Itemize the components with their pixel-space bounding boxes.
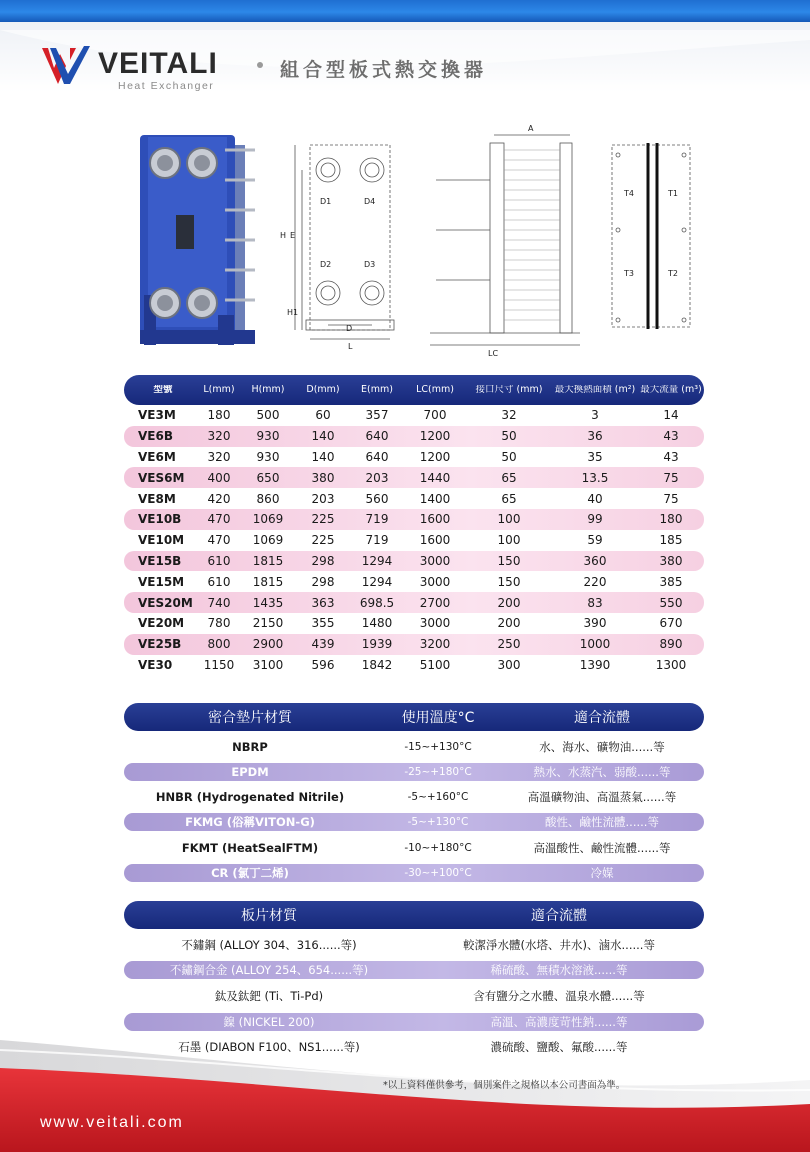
table-cell: 185: [659, 533, 683, 548]
table-cell: 698.5: [359, 595, 395, 610]
table-cell: 1480: [361, 616, 393, 631]
table-cell: 930: [256, 449, 280, 464]
table-cell: 濃硫酸、鹽酸、氟酸......等: [490, 1040, 628, 1055]
table-row: [124, 1013, 704, 1031]
table-cell: 冷媒: [590, 865, 614, 880]
table-cell: 50: [501, 449, 517, 464]
table-cell: 43: [663, 429, 679, 444]
table-cell: 640: [365, 449, 389, 464]
table-cell: 1200: [419, 449, 451, 464]
table-cell: 150: [497, 553, 521, 568]
table-cell: 3000: [419, 616, 451, 631]
table-cell: 1294: [361, 574, 393, 589]
table-cell: 1300: [655, 657, 687, 672]
dim-label: H: [280, 231, 287, 240]
model-cell: VE8M: [138, 491, 176, 506]
table-cell: 32: [501, 408, 517, 423]
table-cell: 610: [207, 553, 231, 568]
table-cell: 43: [663, 449, 679, 464]
table-cell: EPDM: [231, 764, 269, 779]
table-cell: 75: [663, 470, 679, 485]
table-cell: 65: [501, 470, 517, 485]
table-cell: 3: [591, 408, 599, 423]
table-cell: 298: [311, 553, 335, 568]
table-cell: 83: [587, 595, 603, 610]
table-cell: -5~+160°C: [407, 791, 469, 804]
table-row: [124, 571, 704, 592]
table-cell: 470: [207, 533, 231, 548]
table-cell: 2700: [419, 595, 451, 610]
table-cell: 1939: [361, 637, 393, 652]
table-cell: 420: [207, 491, 231, 506]
table-cell: 石墨 (DIABON F100、NS1......等): [178, 1040, 360, 1055]
table-row: [124, 864, 704, 882]
front-view-drawing: [295, 145, 394, 339]
table-cell: 380: [311, 470, 335, 485]
front-view-labels: [280, 197, 375, 351]
table-cell: 298: [311, 574, 335, 589]
table-cell: 1600: [419, 512, 451, 527]
bullet-dot: [257, 62, 263, 68]
port-label: T4: [624, 189, 634, 198]
table-cell: 3100: [252, 657, 284, 672]
table-cell: 1842: [361, 657, 393, 672]
table-row: [124, 405, 704, 426]
model-cell: VE3M: [138, 408, 176, 423]
table-cell: 355: [311, 616, 335, 631]
model-cell: VE6M: [138, 449, 176, 464]
port-label: T3: [624, 269, 634, 278]
table-cell: 300: [497, 657, 521, 672]
col-header: E(mm): [361, 385, 393, 395]
table-cell: 14: [663, 408, 679, 423]
table-cell: 75: [663, 491, 679, 506]
table-cell: 360: [583, 553, 607, 568]
table-cell: 1600: [419, 533, 451, 548]
table-row: [124, 447, 704, 468]
table-cell: 200: [497, 595, 521, 610]
col-header: 最大換熱面積 (m²): [554, 385, 636, 395]
table-cell: 水、海水、礦物油......等: [539, 739, 665, 754]
table-cell: -30~+100°C: [404, 866, 472, 879]
model-cell: VES6M: [138, 470, 185, 485]
table-cell: 較潔淨水體(水塔、井水)、滷水......等: [463, 937, 655, 952]
model-cell: VE15B: [138, 553, 182, 568]
table-cell: 719: [365, 512, 389, 527]
table-row: [124, 932, 704, 958]
port-label: D1: [320, 197, 332, 206]
plate-table-header: [124, 901, 704, 929]
spec-table: [124, 375, 704, 675]
table-cell: 99: [587, 512, 603, 527]
product-drawings: [130, 125, 710, 365]
table-row: [124, 961, 704, 979]
model-cell: VES20M: [138, 595, 193, 610]
table-cell: 150: [497, 574, 521, 589]
table-cell: NBRP: [232, 739, 268, 754]
table-cell: FKMG (俗稱VITON-G): [185, 815, 315, 830]
table-cell: 1400: [419, 491, 451, 506]
table-cell: -25~+180°C: [404, 765, 472, 778]
table-row: [124, 655, 704, 676]
table-cell: 780: [207, 616, 231, 631]
port-label: D2: [320, 260, 332, 269]
table-cell: 鈦及鈦鈀 (Ti、Ti-Pd): [214, 988, 324, 1003]
table-cell: 380: [659, 553, 683, 568]
port-label: D3: [364, 260, 376, 269]
table-row: [124, 613, 704, 634]
col-header: 板片材質: [241, 908, 297, 924]
col-header: H(mm): [251, 385, 285, 395]
table-row: [124, 488, 704, 509]
table-cell: 357: [365, 408, 389, 423]
table-cell: 3200: [419, 637, 451, 652]
table-cell: 140: [311, 449, 335, 464]
table-cell: 470: [207, 512, 231, 527]
table-cell: 1815: [252, 574, 284, 589]
table-cell: 550: [659, 595, 683, 610]
table-cell: 1294: [361, 553, 393, 568]
table-cell: 1440: [419, 470, 451, 485]
table-cell: 700: [423, 408, 447, 423]
brand-subtitle: Heat Exchanger: [118, 80, 215, 92]
side-view-drawing: [430, 135, 580, 345]
table-cell: 140: [311, 429, 335, 444]
dim-label: D: [346, 324, 353, 333]
table-row: [124, 551, 704, 572]
table-cell: 930: [256, 429, 280, 444]
table-cell: 60: [315, 408, 331, 423]
table-cell: 500: [256, 408, 280, 423]
table-cell: FKMT (HeatSealFTM): [181, 840, 319, 855]
table-cell: 640: [365, 429, 389, 444]
table-cell: 高溫酸性、鹼性流體......等: [533, 840, 671, 855]
model-cell: VE6B: [138, 429, 173, 444]
port-label: T2: [668, 269, 678, 278]
table-cell: 320: [207, 429, 231, 444]
table-row: [124, 634, 704, 655]
table-cell: 180: [659, 512, 683, 527]
table-row: [124, 530, 704, 551]
table-cell: 1069: [252, 512, 284, 527]
table-cell: 596: [311, 657, 335, 672]
table-row: [124, 734, 704, 759]
table-cell: 100: [497, 533, 521, 548]
table-cell: 363: [311, 595, 335, 610]
col-header: 適合流體: [531, 908, 587, 924]
table-cell: -5~+130°C: [407, 816, 469, 829]
table-cell: 酸性、鹼性流體......等: [545, 815, 659, 830]
table-cell: 不鏽鋼合金 (ALLOY 254、654......等): [169, 963, 369, 978]
port-label: D4: [364, 197, 376, 206]
table-cell: 鎳 (NICKEL 200): [223, 1014, 315, 1029]
footer-url: www.veitali.com: [40, 1114, 184, 1131]
table-row: [124, 983, 704, 1009]
table-cell: 熱水、水蒸汽、弱酸......等: [533, 764, 671, 779]
table-cell: 1069: [252, 533, 284, 548]
table-cell: 1150: [203, 657, 235, 672]
table-cell: 2150: [252, 616, 284, 631]
table-cell: 400: [207, 470, 231, 485]
table-cell: 3000: [419, 553, 451, 568]
table-cell: 650: [256, 470, 280, 485]
gasket-table-body: [124, 734, 704, 885]
page-title: 組合型板式熱交換器: [280, 59, 488, 81]
table-row: [124, 592, 704, 613]
table-row: [124, 467, 704, 488]
col-header: LC(mm): [416, 385, 454, 395]
model-cell: VE10B: [138, 512, 182, 527]
table-cell: 800: [207, 637, 231, 652]
table-cell: 320: [207, 449, 231, 464]
gasket-table-header: [124, 703, 704, 731]
table-cell: 40: [587, 491, 603, 506]
model-cell: VE15M: [138, 574, 185, 589]
dim-label: E: [290, 231, 296, 240]
table-cell: -15~+130°C: [404, 740, 472, 753]
table-cell: 不鏽鋼 (ALLOY 304、316......等): [181, 937, 357, 952]
table-cell: 203: [311, 491, 335, 506]
model-cell: VE10M: [138, 533, 185, 548]
table-cell: -10~+180°C: [404, 841, 472, 854]
table-cell: 含有鹽分之水體、溫泉水體......等: [473, 988, 645, 1003]
table-cell: 670: [659, 616, 683, 631]
table-cell: 860: [256, 491, 280, 506]
table-cell: 1390: [579, 657, 611, 672]
table-cell: 1200: [419, 429, 451, 444]
table-cell: 50: [501, 429, 517, 444]
spec-table-header: [124, 375, 704, 405]
dim-label: L: [348, 342, 353, 351]
table-cell: 203: [365, 470, 389, 485]
table-cell: 250: [497, 637, 521, 652]
table-cell: 390: [583, 616, 607, 631]
table-cell: 560: [365, 491, 389, 506]
back-view-labels: [623, 189, 678, 278]
table-cell: 220: [583, 574, 607, 589]
table-cell: 610: [207, 574, 231, 589]
col-header: 接口尺寸 (mm): [475, 385, 543, 395]
table-cell: 高溫、高濃度苛性鈉......等: [490, 1014, 628, 1029]
table-row: [124, 1034, 704, 1060]
plate-table-body: [124, 932, 704, 1060]
table-cell: 1815: [252, 553, 284, 568]
table-cell: 225: [311, 512, 335, 527]
table-row: [124, 784, 704, 809]
col-header: 適合流體: [574, 710, 630, 726]
table-row: [124, 426, 704, 447]
table-cell: 35: [587, 449, 603, 464]
col-header: 密合墊片材質: [208, 710, 292, 726]
col-header: D(mm): [306, 385, 340, 395]
heat-exchanger-photo: [140, 135, 255, 345]
table-cell: 5100: [419, 657, 451, 672]
back-view-drawing: [612, 143, 690, 329]
brand-name: VEITALI: [98, 47, 218, 80]
table-cell: 1435: [252, 595, 284, 610]
dim-label: LC: [488, 349, 499, 358]
disclaimer-note: *以上資料僅供參考，個別案件之規格以本公司書面為準。: [383, 1080, 626, 1091]
col-header: 使用溫度°C: [401, 710, 475, 726]
veitali-logo-icon: [40, 44, 92, 86]
table-row: [124, 835, 704, 860]
table-row: [124, 763, 704, 781]
table-cell: 439: [311, 637, 335, 652]
table-cell: 65: [501, 491, 517, 506]
dim-label: A: [528, 125, 534, 133]
table-cell: HNBR (Hydrogenated Nitrile): [155, 790, 345, 805]
dim-label: H1: [287, 308, 299, 317]
model-cell: VE30: [138, 657, 173, 672]
table-cell: 200: [497, 616, 521, 631]
table-cell: 36: [587, 429, 603, 444]
col-header: L(mm): [203, 385, 235, 395]
table-cell: 890: [659, 637, 683, 652]
port-label: T1: [668, 189, 678, 198]
table-cell: 59: [587, 533, 603, 548]
col-header: 型號: [153, 385, 173, 395]
table-cell: 高溫礦物油、高溫蒸氣......等: [527, 790, 677, 805]
table-cell: 719: [365, 533, 389, 548]
table-cell: 225: [311, 533, 335, 548]
table-row: [124, 813, 704, 831]
model-cell: VE25B: [138, 637, 182, 652]
table-cell: 740: [207, 595, 231, 610]
table-cell: 180: [207, 408, 231, 423]
model-cell: VE20M: [138, 616, 185, 631]
table-cell: 3000: [419, 574, 451, 589]
table-cell: 稀硫酸、無積水溶液......等: [490, 963, 628, 978]
col-header: 最大流量 (m³): [640, 385, 702, 395]
spec-table-body: [124, 405, 704, 675]
table-cell: 2900: [252, 637, 284, 652]
table-cell: 1000: [579, 637, 611, 652]
table-cell: CR (氯丁二烯): [211, 865, 289, 880]
table-row: [124, 509, 704, 530]
table-cell: 100: [497, 512, 521, 527]
table-cell: 13.5: [581, 470, 609, 485]
table-cell: 385: [659, 574, 683, 589]
